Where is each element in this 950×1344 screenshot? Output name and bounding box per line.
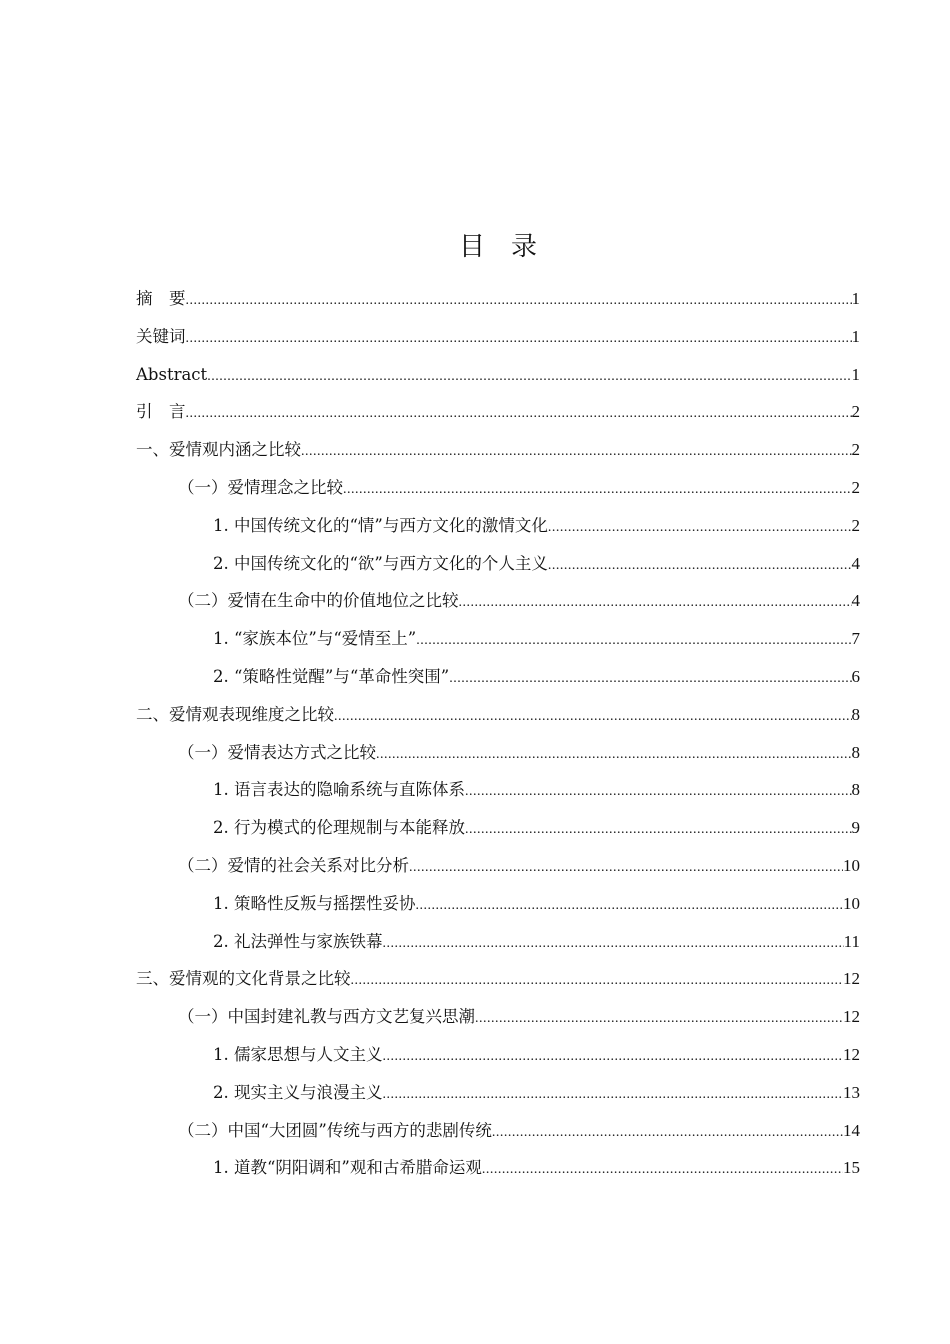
toc-entry[interactable] [136, 549, 860, 587]
toc-entry-label: 2. 礼法弹性与家族铁幕 [213, 931, 383, 951]
dot-leader [548, 551, 852, 581]
toc-entry[interactable] [136, 586, 860, 624]
toc-entry-label: 二、爱情观表现维度之比较 [136, 704, 334, 724]
dot-leader [416, 626, 851, 656]
dot-leader [351, 966, 844, 996]
toc-entry-label: （二）爱情在生命中的价值地位之比较 [178, 591, 459, 611]
dot-leader [465, 777, 852, 807]
toc-entry[interactable] [136, 511, 860, 549]
dot-leader [301, 437, 852, 467]
dot-leader [409, 853, 843, 883]
toc-entry[interactable] [136, 322, 860, 360]
toc-entry-page-number: 12 [843, 969, 860, 989]
dot-leader [465, 815, 852, 845]
toc-entry-page-number: 1 [851, 326, 860, 346]
toc-entry-label: 1. “家族本位”与“爱情至上” [213, 629, 417, 649]
toc-entry-label: 1. 道教“阴阳调和”观和古希腊命运观 [213, 1158, 482, 1178]
toc-entry[interactable] [136, 397, 860, 435]
toc-entry-page-number: 12 [843, 1007, 860, 1027]
toc-entry-page-number: 4 [851, 553, 860, 573]
dot-leader [343, 475, 852, 505]
toc-entry-page-number: 2 [851, 477, 860, 497]
toc-entry[interactable] [136, 738, 860, 776]
toc-entry-page-number: 2 [851, 440, 860, 460]
toc-entry[interactable] [136, 1116, 860, 1154]
toc-entry-page-number: 15 [843, 1158, 860, 1178]
toc-entry[interactable] [136, 851, 860, 889]
toc-title: 目 录 [458, 232, 537, 262]
toc-entry-label: 2. “策略性觉醒”与“革命性突围” [213, 666, 450, 686]
toc-entry-label: （一）爱情表达方式之比较 [178, 742, 376, 762]
toc-entry-page-number: 13 [843, 1082, 860, 1102]
toc-entry-label: 1. 中国传统文化的“情”与西方文化的激情文化 [213, 515, 548, 535]
toc-entry[interactable] [136, 624, 860, 662]
toc-entry-label: 摘 要 [136, 289, 186, 308]
toc-entry[interactable] [136, 927, 860, 965]
toc-entry[interactable] [136, 360, 860, 398]
toc-entry[interactable] [136, 662, 860, 700]
dot-leader [376, 740, 852, 770]
toc-entry-page-number: 10 [843, 893, 860, 913]
toc-entry[interactable] [136, 889, 860, 927]
toc-entry-page-number: 1 [851, 364, 860, 384]
toc-entry[interactable] [136, 1002, 860, 1040]
dot-leader [383, 929, 844, 959]
dot-leader [383, 1042, 844, 1072]
toc-entry[interactable] [136, 1040, 860, 1078]
toc-entry-label: 2. 行为模式的伦理规制与本能释放 [213, 818, 465, 838]
toc-entry-label: 1. 儒家思想与人文主义 [213, 1044, 383, 1064]
toc-entry-page-number: 14 [843, 1120, 860, 1140]
toc-entry-page-number: 8 [851, 780, 860, 800]
toc-entry-page-number: 9 [851, 818, 860, 838]
toc-entry-page-number: 8 [851, 704, 860, 724]
dot-leader [207, 362, 851, 392]
dot-leader [548, 513, 852, 543]
dot-leader [383, 1080, 844, 1110]
toc-entry-label: （二）中国“大团圆”传统与西方的悲剧传统 [178, 1120, 492, 1140]
toc-entry-label: 2. 中国传统文化的“欲”与西方文化的个人主义 [213, 553, 548, 573]
toc-entry-page-number: 7 [851, 629, 860, 649]
toc-entry-label: 1. 策略性反叛与摇摆性妥协 [213, 893, 416, 913]
toc-entry-page-number: 12 [843, 1044, 860, 1064]
dot-leader [492, 1118, 843, 1148]
toc-entry[interactable] [136, 813, 860, 851]
dot-leader [334, 702, 852, 732]
toc-entry-page-number: 1 [851, 289, 860, 308]
dot-leader [186, 399, 852, 429]
toc-entry-page-number: 11 [843, 931, 860, 951]
toc-entry-page-number: 8 [851, 742, 860, 762]
toc-entry-page-number: 10 [843, 855, 860, 875]
toc-entry-label: 一、爱情观内涵之比较 [136, 440, 301, 460]
toc-entry[interactable] [136, 1078, 860, 1116]
toc-entry[interactable] [136, 700, 860, 738]
toc-entry[interactable] [136, 775, 860, 813]
toc-entry-page-number: 2 [851, 402, 860, 422]
dot-leader [416, 891, 844, 921]
dot-leader [475, 1004, 843, 1034]
toc-entry-label: （一）中国封建礼教与西方文艺复兴思潮 [178, 1007, 475, 1027]
toc-entry[interactable] [136, 284, 860, 322]
toc-entry-page-number: 2 [851, 515, 860, 535]
toc-entry[interactable] [136, 1153, 860, 1191]
dot-leader [482, 1155, 843, 1185]
dot-leader [459, 588, 852, 618]
toc-entry-label: 关键词 [136, 326, 186, 346]
toc-entry-label: Abstract [136, 364, 208, 384]
toc-entry-label: （一）爱情理念之比较 [178, 477, 343, 497]
dot-leader [186, 286, 852, 316]
toc-entry-label: 三、爱情观的文化背景之比较 [136, 969, 351, 989]
toc-entry-label: （二）爱情的社会关系对比分析 [178, 855, 409, 875]
toc-entry-page-number: 4 [851, 591, 860, 611]
toc-entry[interactable] [136, 473, 860, 511]
toc-entry-label: 1. 语言表达的隐喻系统与直陈体系 [213, 780, 465, 800]
dot-leader [449, 664, 851, 694]
toc-entry-label: 引 言 [136, 402, 186, 422]
toc-entry[interactable] [136, 435, 860, 473]
toc-entry-page-number: 6 [851, 666, 860, 686]
dot-leader [186, 324, 852, 354]
toc-entry-label: 2. 现实主义与浪漫主义 [213, 1082, 383, 1102]
toc-entry[interactable] [136, 964, 860, 1002]
table-of-contents [136, 284, 860, 1191]
